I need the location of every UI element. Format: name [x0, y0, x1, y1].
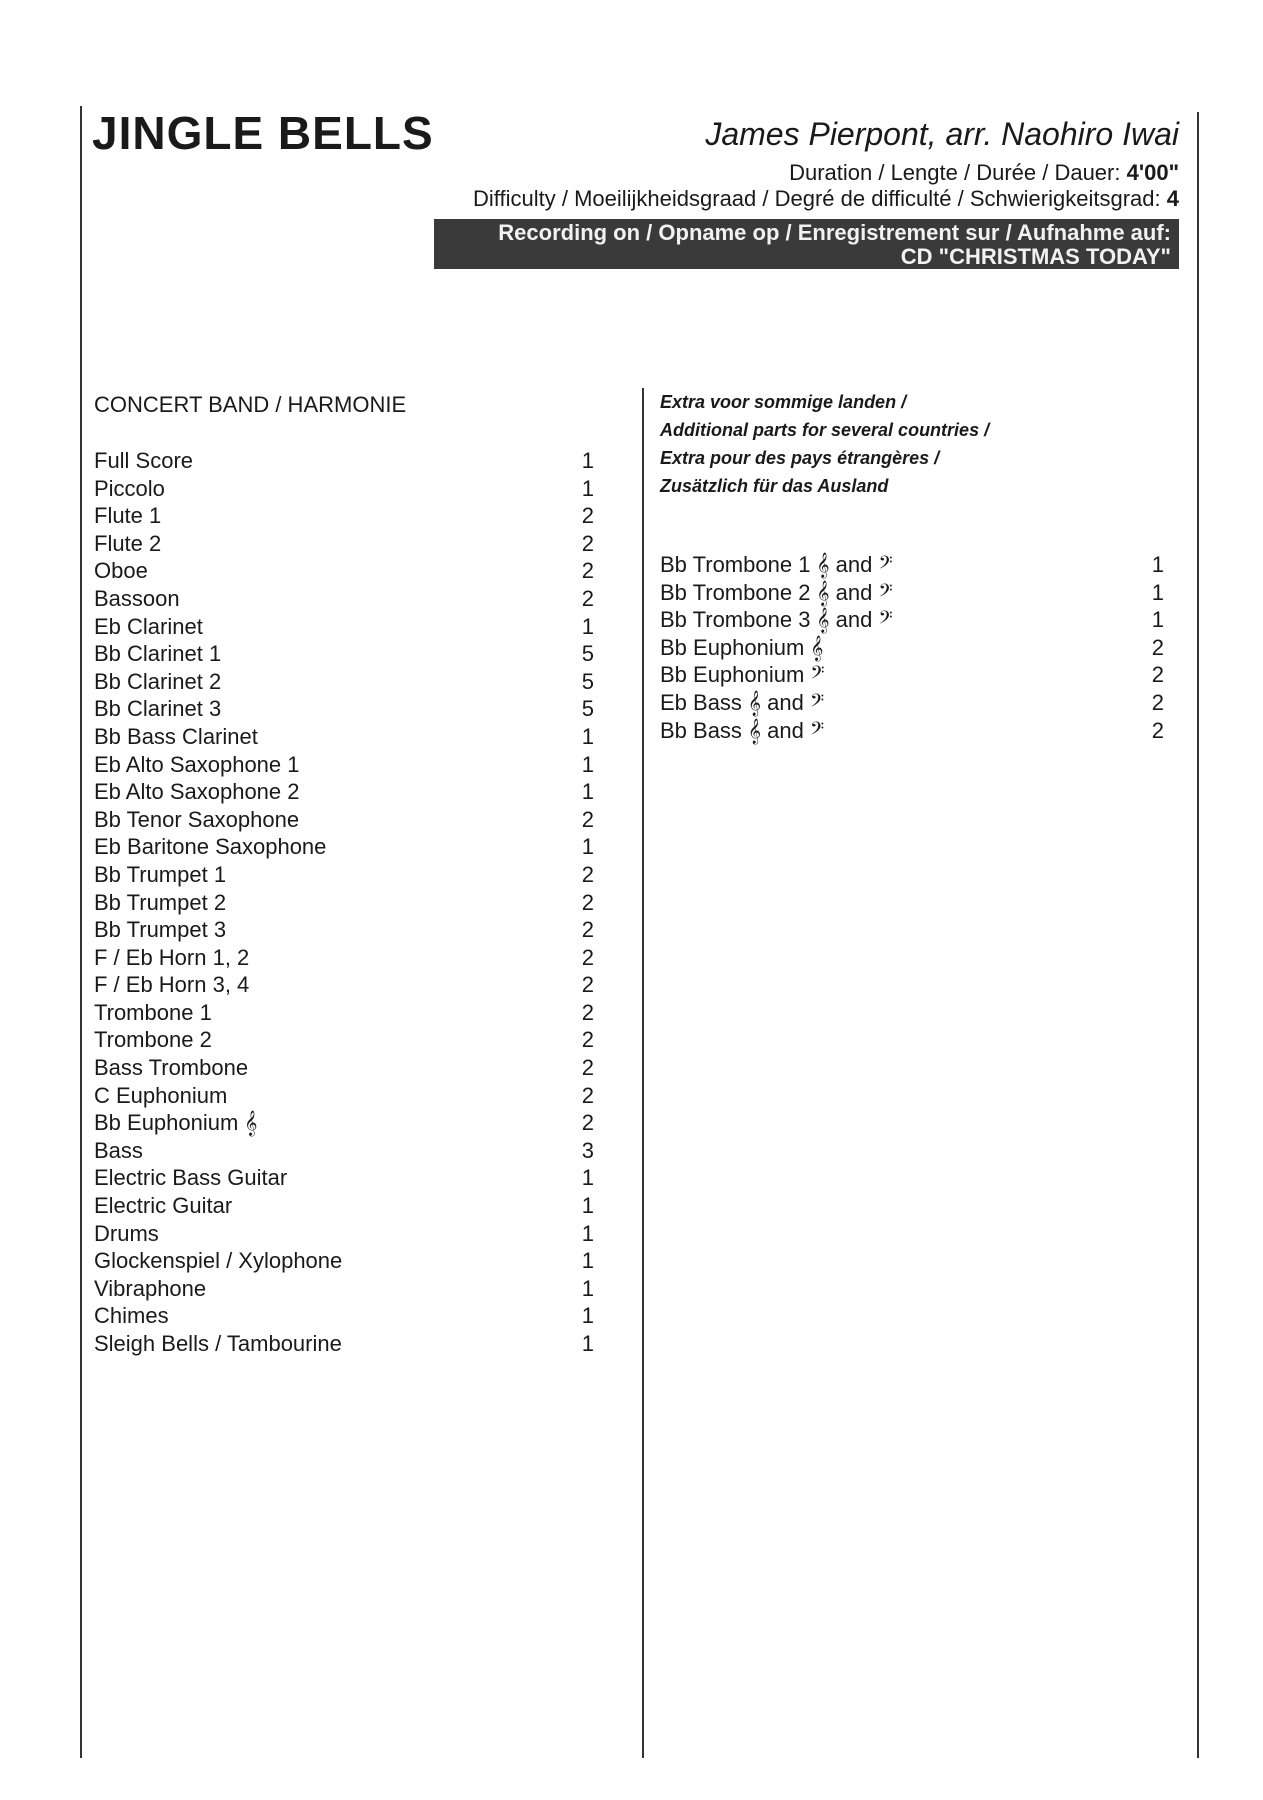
part-row	[94, 1275, 604, 1303]
page-title: JINGLE BELLS	[92, 107, 434, 159]
part-row	[94, 778, 604, 806]
extra-heading-line: Additional parts for several countries /	[660, 420, 990, 440]
extra-heading-line: Extra voor sommige landen /	[660, 392, 907, 412]
part-quantity: 2	[1151, 689, 1164, 715]
part-row	[94, 1109, 604, 1137]
part-row	[94, 1220, 604, 1248]
part-quantity: 3	[581, 1137, 594, 1163]
part-name: Bb Clarinet 3	[94, 696, 222, 722]
part-row	[94, 613, 604, 641]
part-quantity: 2	[1151, 662, 1164, 688]
part-name: Eb Clarinet	[94, 613, 203, 639]
duration-value: 4'00"	[1126, 160, 1179, 185]
part-row	[94, 502, 604, 530]
part-quantity: 2	[581, 806, 594, 832]
part-quantity: 2	[1151, 717, 1164, 743]
part-name: Eb Bass 𝄞 and 𝄢	[660, 689, 825, 715]
part-quantity: 2	[581, 999, 594, 1025]
part-name: Sleigh Bells / Tambourine	[94, 1331, 342, 1356]
part-quantity: 2	[581, 1027, 594, 1053]
part-name: C Euphonium	[94, 1082, 228, 1108]
part-row	[94, 861, 604, 889]
part-quantity: 5	[581, 696, 594, 722]
part-name: Bb Euphonium 𝄢	[660, 662, 825, 688]
part-quantity: 1	[581, 1248, 594, 1274]
part-quantity: 1	[581, 1220, 594, 1246]
composer-credit: James Pierpont, arr. Naohiro Iwai	[705, 116, 1179, 152]
extra-heading-line: Extra pour des pays étrangères /	[660, 448, 940, 468]
part-row	[94, 751, 604, 779]
part-name: Electric Bass Guitar	[94, 1165, 288, 1191]
recording-banner	[434, 219, 1179, 269]
part-name: Full Score	[94, 448, 194, 473]
part-row	[94, 1302, 604, 1330]
part-quantity: 1	[1151, 552, 1164, 577]
part-row	[94, 475, 604, 503]
part-row	[94, 999, 604, 1027]
part-name: Piccolo	[94, 475, 165, 501]
part-name: Eb Alto Saxophone 1	[94, 751, 300, 777]
part-quantity: 1	[581, 1165, 594, 1191]
part-name: Bb Trombone 3 𝄞 and 𝄢	[660, 607, 893, 633]
right-border-line	[1197, 112, 1199, 1758]
part-name: Eb Alto Saxophone 2	[94, 779, 300, 805]
part-name: Bass	[94, 1137, 143, 1163]
part-name: Oboe	[94, 558, 148, 584]
part-quantity: 2	[581, 972, 594, 998]
part-name: Bb Trumpet 1	[94, 861, 227, 887]
part-row	[94, 1137, 604, 1165]
part-name: Trombone 2	[94, 1027, 212, 1053]
part-quantity: 1	[581, 475, 594, 501]
concert-band-heading: CONCERT BAND / HARMONIE	[94, 392, 407, 417]
center-divider-line	[642, 388, 644, 1758]
part-name: Bb Trombone 2 𝄞 and 𝄢	[660, 579, 893, 605]
recording-line-2: CD "CHRISTMAS TODAY"	[900, 244, 1171, 269]
part-quantity: 2	[581, 861, 594, 887]
part-quantity: 1	[581, 779, 594, 805]
part-row	[94, 1247, 604, 1275]
extra-part-row	[660, 579, 1170, 607]
part-name: Bb Tenor Saxophone	[94, 806, 300, 832]
part-name: F / Eb Horn 1, 2	[94, 944, 250, 970]
part-row	[94, 557, 604, 585]
part-name: Bb Trumpet 2	[94, 889, 227, 915]
part-row	[94, 916, 604, 944]
extra-part-row	[660, 551, 1170, 579]
part-row	[94, 668, 604, 696]
part-quantity: 2	[581, 558, 594, 584]
part-name: Bass Trombone	[94, 1055, 249, 1081]
part-row	[94, 1054, 604, 1082]
part-name: Bb Clarinet 1	[94, 641, 222, 667]
difficulty-line	[473, 186, 1179, 212]
part-quantity: 2	[581, 889, 594, 915]
difficulty-value: 4	[1166, 186, 1179, 211]
part-quantity: 1	[581, 751, 594, 777]
extra-parts-heading	[660, 388, 989, 500]
part-quantity: 1	[1151, 579, 1164, 605]
duration-line	[789, 160, 1179, 186]
concert-band-part-list	[94, 447, 604, 1358]
part-row	[94, 1026, 604, 1054]
part-row	[94, 723, 604, 751]
part-quantity: 5	[581, 641, 594, 667]
extra-part-list	[660, 551, 1170, 744]
left-border-line	[80, 106, 82, 1758]
recording-line-1: Recording on / Opname op / Enregistrement sur / Aufnahme auf:	[498, 220, 1171, 245]
part-name: Bb Trombone 1 𝄞 and 𝄢	[660, 552, 893, 577]
part-name: Chimes	[94, 1303, 169, 1329]
part-quantity: 1	[581, 613, 594, 639]
extra-part-row	[660, 606, 1170, 634]
extra-part-row	[660, 634, 1170, 662]
part-quantity: 2	[581, 503, 594, 529]
part-name: Bb Euphonium 𝄞	[94, 1110, 258, 1136]
extra-part-row	[660, 717, 1170, 745]
part-name: Bb Clarinet 2	[94, 668, 222, 694]
part-quantity: 2	[581, 585, 594, 611]
part-row	[94, 833, 604, 861]
part-quantity: 1	[581, 834, 594, 860]
part-quantity: 1	[581, 1193, 594, 1219]
part-name: Flute 2	[94, 530, 162, 556]
part-row	[94, 944, 604, 972]
part-name: Trombone 1	[94, 999, 212, 1025]
difficulty-label: Difficulty / Moeilijkheidsgraad / Degré de difficulté / Schwierigkeitsgrad:	[473, 186, 1161, 211]
part-name: F / Eb Horn 3, 4	[94, 972, 250, 998]
extra-part-row	[660, 661, 1170, 689]
part-row	[94, 1164, 604, 1192]
part-row	[94, 971, 604, 999]
part-row	[94, 806, 604, 834]
part-quantity: 1	[581, 1303, 594, 1329]
part-row	[94, 695, 604, 723]
extra-heading-line: Zusätzlich für das Ausland	[660, 476, 889, 496]
part-row	[94, 530, 604, 558]
part-name: Bb Bass Clarinet	[94, 723, 258, 749]
part-name: Electric Guitar	[94, 1193, 233, 1219]
part-quantity: 5	[581, 668, 594, 694]
part-row	[94, 640, 604, 668]
part-name: Drums	[94, 1220, 159, 1246]
part-row	[94, 585, 604, 613]
extra-part-row	[660, 689, 1170, 717]
part-row	[94, 889, 604, 917]
part-row	[94, 1330, 604, 1358]
part-row	[94, 1082, 604, 1110]
part-name: Bb Euphonium 𝄞	[660, 634, 824, 660]
part-row	[94, 447, 604, 475]
part-name: Eb Baritone Saxophone	[94, 834, 327, 860]
part-name: Vibraphone	[94, 1275, 207, 1301]
part-name: Bassoon	[94, 585, 180, 611]
part-quantity: 1	[581, 1275, 594, 1301]
part-quantity: 2	[581, 917, 594, 943]
part-quantity: 2	[581, 1055, 594, 1081]
part-name: Flute 1	[94, 503, 162, 529]
part-quantity: 2	[581, 530, 594, 556]
part-quantity: 2	[581, 1082, 594, 1108]
part-quantity: 2	[1151, 634, 1164, 660]
part-name: Bb Trumpet 3	[94, 917, 227, 943]
part-row	[94, 1192, 604, 1220]
part-quantity: 2	[581, 944, 594, 970]
part-quantity: 1	[1151, 607, 1164, 633]
part-name: Glockenspiel / Xylophone	[94, 1248, 343, 1274]
part-quantity: 1	[581, 448, 594, 473]
part-name: Bb Bass 𝄞 and 𝄢	[660, 717, 825, 743]
part-quantity: 2	[581, 1110, 594, 1136]
part-quantity: 1	[581, 1331, 594, 1356]
part-quantity: 1	[581, 723, 594, 749]
duration-label: Duration / Lengte / Durée / Dauer:	[789, 160, 1121, 185]
